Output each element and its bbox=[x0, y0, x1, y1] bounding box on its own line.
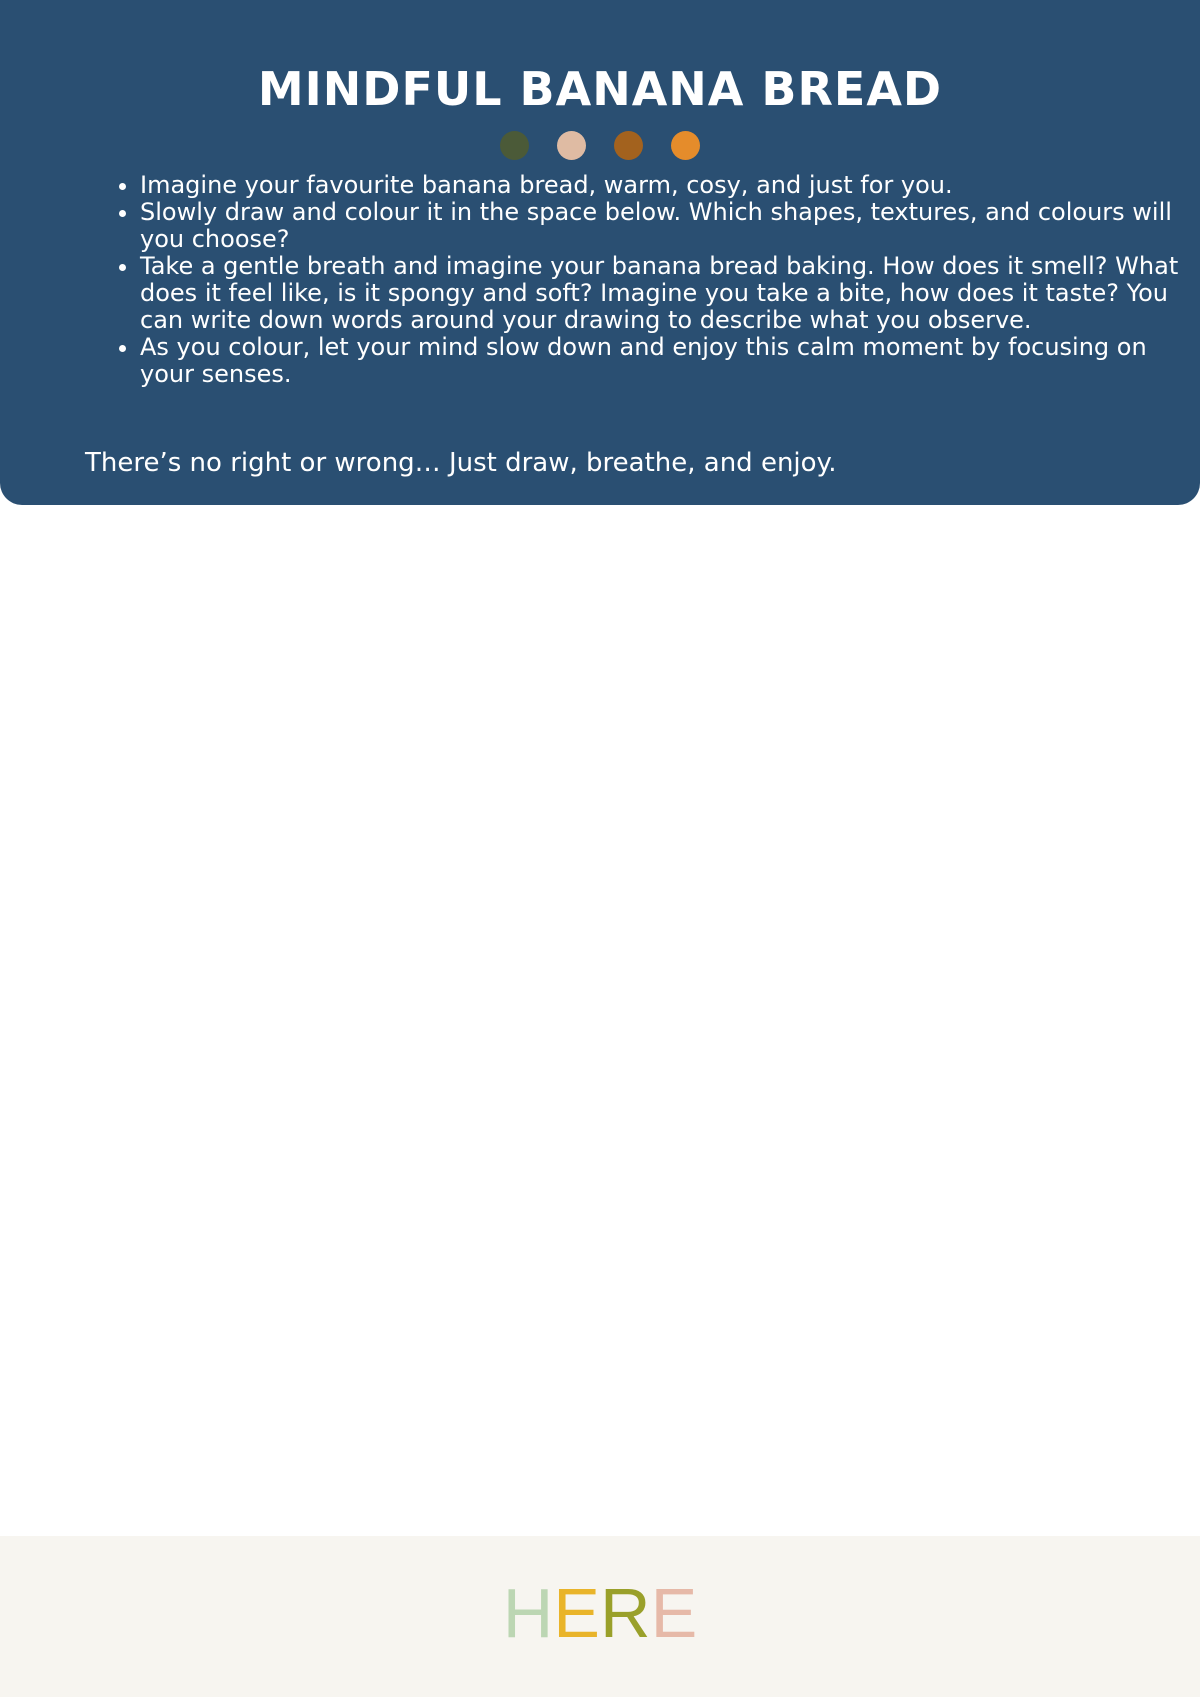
brand-logo bbox=[0, 1573, 1200, 1653]
instruction-item: • As you colour, let your mind slow down and enjoy this calm moment by focusing on your senses. bbox=[140, 334, 1190, 388]
page-title: MINDFUL BANANA BREAD bbox=[257, 62, 943, 116]
instruction-item: • Take a gentle breath and imagine your banana bread baking. How does it smell? What does it feel like, is it spongy and soft? Imagine you take a bite, how does it taste? You can write down words around your drawing to describe what you observe. bbox=[140, 253, 1190, 334]
instructions-header bbox=[0, 0, 1200, 505]
logo-letter: R bbox=[600, 1574, 651, 1652]
drawing-area[interactable] bbox=[0, 505, 1200, 1536]
logo-letter: E bbox=[553, 1574, 600, 1652]
logo-letter: E bbox=[650, 1574, 698, 1652]
palette-dot-beige bbox=[557, 131, 586, 160]
palette-dot-brown bbox=[614, 131, 643, 160]
color-palette bbox=[0, 131, 1200, 160]
palette-dot-olive bbox=[500, 131, 529, 160]
palette-dot-orange bbox=[671, 131, 700, 160]
instruction-item: • Imagine your favourite banana bread, warm, cosy, and just for you. bbox=[140, 172, 1190, 199]
closing-note: There’s no right or wrong… Just draw, breathe, and enjoy. bbox=[85, 448, 837, 478]
instruction-item: • Slowly draw and colour it in the space below. Which shapes, textures, and colours will you choose? bbox=[140, 199, 1190, 253]
logo-letter: H bbox=[502, 1574, 554, 1652]
instruction-list bbox=[85, 172, 1190, 388]
